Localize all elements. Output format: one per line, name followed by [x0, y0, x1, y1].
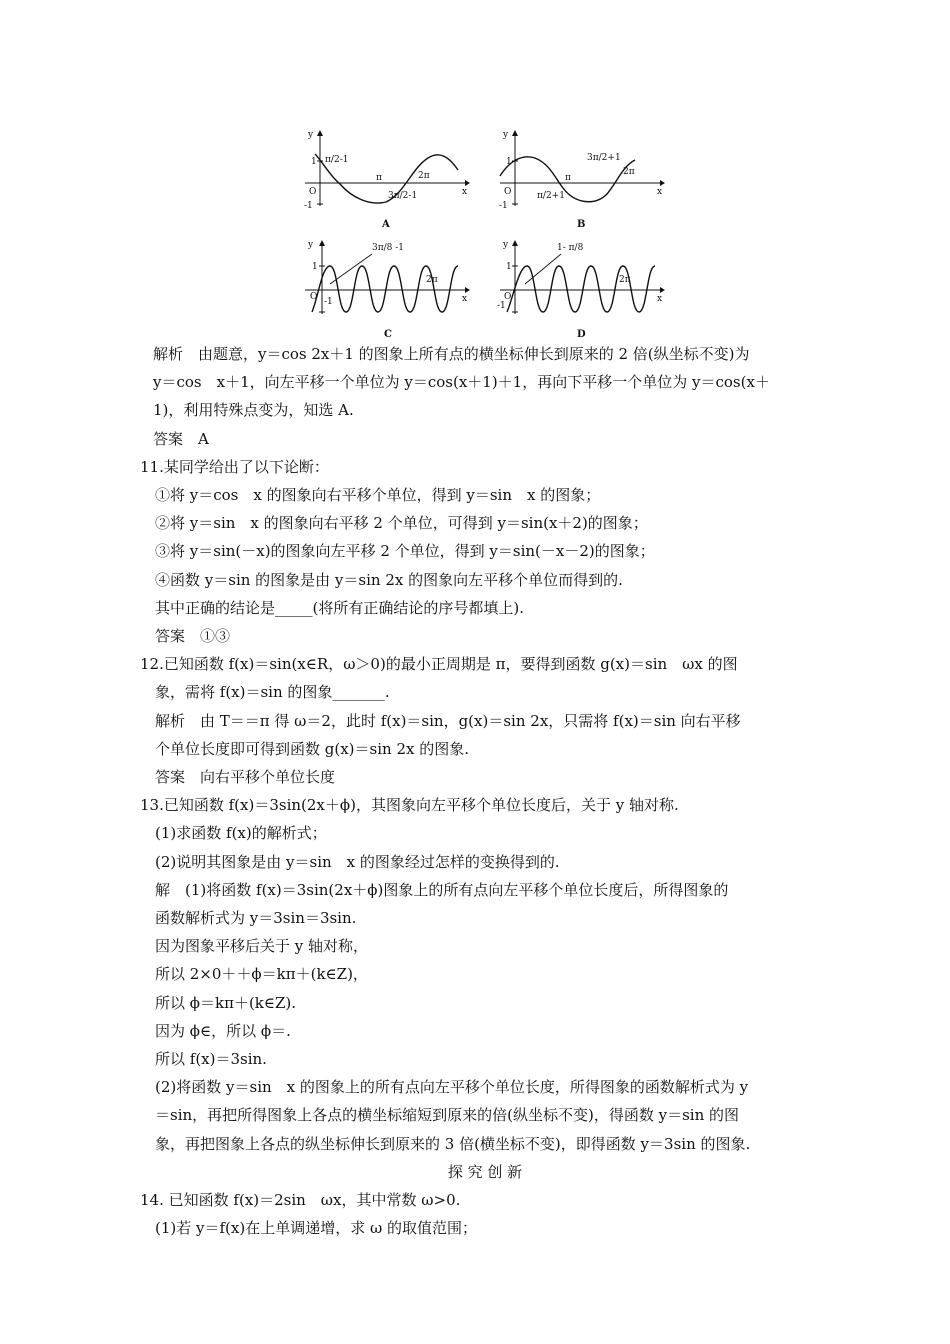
- x-axis-label: x: [657, 187, 663, 197]
- text-line: 象，再把图象上各点的纵坐标伸长到原来的 3 倍(横坐标不变)，即得函数 y＝3sin 的图象.: [155, 1134, 751, 1153]
- text-line: 12.已知函数 f(x)＝sin(x∈R，ω＞0)的最小正周期是 π，要得到函数 g(x)＝sin ωx 的图: [140, 655, 738, 674]
- tag-1: 3π/8 -1: [372, 243, 405, 253]
- graph-a: [300, 128, 475, 228]
- tick-one: 1: [506, 157, 512, 167]
- y-axis-arrow: [319, 240, 325, 246]
- y-axis-arrow: [512, 240, 518, 246]
- y-axis-arrow: [512, 130, 518, 136]
- text-line: 14. 已知函数 f(x)＝2sin ωx，其中常数 ω>0.: [140, 1191, 461, 1210]
- text-line: 个单位长度即可得到函数 g(x)＝sin 2x 的图象.: [155, 739, 469, 758]
- tick-one: 1: [311, 157, 317, 167]
- graph-d-svg: [495, 238, 670, 338]
- graph-b-svg: [495, 128, 670, 228]
- text-line: (1)若 y＝f(x)在上单调递增，求 ω 的取值范围；: [155, 1219, 477, 1238]
- text-line: 答案 A: [153, 429, 209, 448]
- tag-4: 3π/2-1: [388, 191, 418, 201]
- tick-one: 1: [506, 262, 512, 272]
- graph-label: A: [382, 219, 390, 230]
- text-line: 解析 由题意，y＝cos 2x＋1 的图象上所有点的横坐标伸长到原来的 2 倍(纵坐标不变)为: [153, 345, 750, 363]
- text-line: 探 究 创 新: [447, 1162, 523, 1181]
- tag-3: 2π: [418, 171, 430, 181]
- text-line: 其中正确的结论是_____(将所有正确结论的序号都填上).: [155, 598, 524, 617]
- curve: [507, 266, 655, 312]
- tag-2: π: [376, 173, 382, 183]
- x-axis-arrow: [660, 287, 665, 293]
- text-line: 1)，利用特殊点变为，知选 A.: [153, 401, 354, 420]
- text-line: ②将 y＝sin x 的图象向右平移 2 个单位，可得到 y＝sin(x＋2)的图象；: [155, 514, 648, 533]
- graph-d: [495, 238, 670, 338]
- x-axis-label: x: [462, 187, 468, 197]
- x-axis-label: x: [462, 294, 468, 304]
- tick-neg-one: -1: [324, 297, 333, 307]
- text-line: y＝cos x＋1，向左平移一个单位为 y＝cos(x＋1)＋1，再向下平移一个单位为 y＝cos(x＋: [153, 373, 770, 392]
- tick-neg-one: -1: [499, 201, 508, 211]
- tag-1: π/2-1: [325, 155, 349, 165]
- x-axis-label: x: [657, 294, 663, 304]
- origin-label: O: [504, 187, 512, 197]
- text-line: 因为 ϕ∈，所以 ϕ＝.: [155, 1021, 291, 1040]
- graph-label: C: [384, 329, 392, 340]
- text-line: 所以 2×0＋＋ϕ＝kπ＋(k∈Z)，: [155, 965, 368, 984]
- graph-a-svg: [300, 128, 475, 228]
- y-axis-label: y: [503, 240, 509, 250]
- text-line: ④函数 y＝sin 的图象是由 y＝sin 2x 的图象向左平移个单位而得到的.: [155, 570, 623, 589]
- tick-neg-one: -1: [497, 301, 506, 311]
- text-line: ①将 y＝cos x 的图象向右平移个单位，得到 y＝sin x 的图象；: [155, 486, 601, 505]
- y-axis-label: y: [308, 130, 314, 140]
- x-axis-arrow: [465, 287, 470, 293]
- y-axis-arrow: [317, 130, 323, 136]
- graph-c: [300, 238, 475, 338]
- tick-one: 1: [312, 262, 318, 272]
- tick-neg-one: -1: [304, 201, 313, 211]
- text-line: (1)求函数 f(x)的解析式；: [155, 824, 327, 843]
- text-line: 所以 f(x)＝3sin.: [155, 1050, 267, 1069]
- text-line: (2)说明其图象是由 y＝sin x 的图象经过怎样的变换得到的.: [155, 852, 560, 871]
- text-line: 因为图象平移后关于 y 轴对称，: [155, 937, 369, 956]
- x-axis-arrow: [465, 180, 470, 186]
- figure-panel: [300, 120, 670, 340]
- curve: [312, 266, 458, 312]
- origin-label: O: [309, 187, 317, 197]
- text-line: 解 (1)将函数 f(x)＝3sin(2x＋ϕ)图象上的所有点向左平移个单位长度后，所得图象的: [155, 880, 729, 899]
- text-line: ＝sin，再把所得图象上各点的横坐标缩短到原来的倍(纵坐标不变)，得函数 y＝sin 的图: [155, 1106, 740, 1125]
- text-line: 象，需将 f(x)＝sin 的图象_______.: [155, 683, 390, 702]
- tag-1: 3π/2+1: [587, 153, 621, 163]
- tag-2: π: [565, 173, 571, 183]
- text-line: 解析 由 T＝＝π 得 ω＝2，此时 f(x)＝sin，g(x)＝sin 2x，只需将 f(x)＝sin 向右平移: [155, 711, 741, 730]
- text-line: 答案 ①③: [155, 627, 231, 646]
- y-axis-label: y: [503, 130, 509, 140]
- x-axis-arrow: [660, 180, 665, 186]
- origin-label: O: [504, 292, 512, 302]
- text-line: (2)将函数 y＝sin x 的图象上的所有点向左平移个单位长度，所得图象的函数解析式为 y: [155, 1078, 749, 1097]
- origin-label: O: [310, 292, 318, 302]
- text-line: 11.某同学给出了以下论断：: [140, 457, 329, 476]
- graph-label: D: [577, 329, 586, 340]
- text-line: 13.已知函数 f(x)＝3sin(2x＋ϕ)，其图象向左平移个单位长度后，关于 y 轴对称.: [140, 796, 679, 815]
- text-line: 所以 ϕ＝kπ＋(k∈Z).: [155, 993, 297, 1012]
- tag-4: π/2+1: [537, 191, 565, 201]
- y-axis-label: y: [308, 240, 314, 250]
- tag-3: 2π: [623, 167, 635, 177]
- document-body: [140, 340, 830, 1243]
- tag-2: 2π: [619, 275, 631, 285]
- graph-label: B: [577, 219, 586, 230]
- tag-2: 2π: [426, 275, 438, 285]
- graph-c-svg: [300, 238, 475, 338]
- tag-1: 1- π/8: [557, 243, 584, 253]
- graph-b: [495, 128, 670, 228]
- text-line: 答案 向右平移个单位长度: [155, 768, 336, 787]
- text-line: 函数解析式为 y＝3sin＝3sin.: [155, 909, 357, 928]
- text-line: ③将 y＝sin(－x)的图象向左平移 2 个单位，得到 y＝sin(－x－2)的图象；: [155, 542, 655, 561]
